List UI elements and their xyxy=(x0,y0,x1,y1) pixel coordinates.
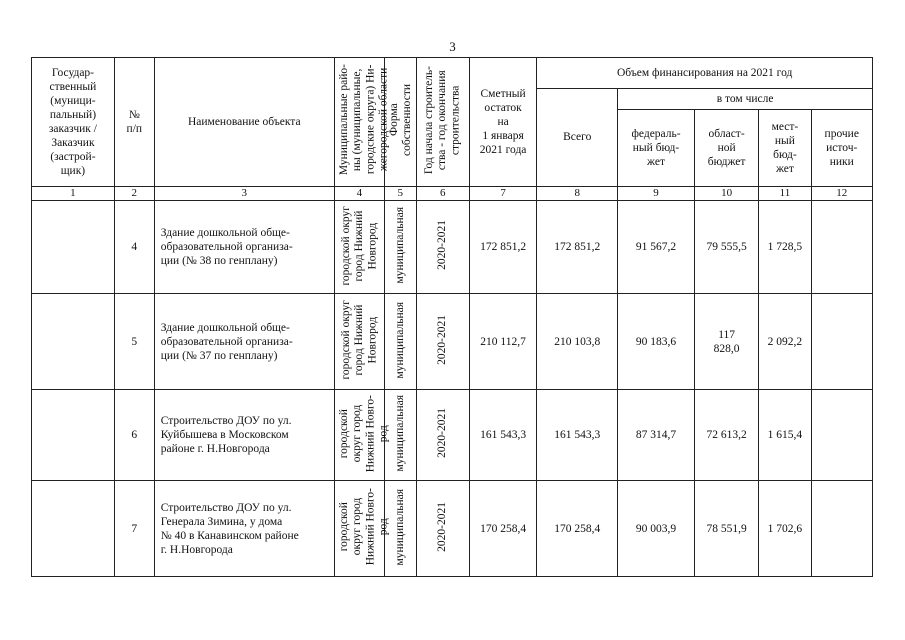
row-years-cell xyxy=(416,390,469,481)
header-estimate: Сметный остаток на 1 января 2021 года xyxy=(469,58,537,187)
header-other: прочие источ- ники xyxy=(811,110,873,187)
row-ownership-cell xyxy=(384,294,416,390)
column-number: 3 xyxy=(154,187,334,201)
row-years-cell xyxy=(416,201,469,294)
row-number: 4 xyxy=(114,201,154,294)
row-other xyxy=(811,390,873,481)
header-number: № п/п xyxy=(114,58,154,187)
row-municipality-cell xyxy=(334,481,390,577)
row-years: 2020-2021 xyxy=(436,220,449,271)
funding-table xyxy=(31,57,873,577)
row-regional: 117 828,0 xyxy=(694,294,758,390)
table-row xyxy=(32,294,873,390)
row-customer xyxy=(32,481,115,577)
row-regional: 78 551,9 xyxy=(694,481,758,577)
column-number: 11 xyxy=(759,187,811,201)
row-regional: 72 613,2 xyxy=(694,390,758,481)
row-federal: 91 567,2 xyxy=(618,201,695,294)
row-number: 6 xyxy=(114,390,154,481)
column-number: 4 xyxy=(334,187,384,201)
header-object-name: Наименование объекта xyxy=(154,58,334,187)
row-local: 1 702,6 xyxy=(759,481,811,577)
row-municipality-cell xyxy=(334,201,384,294)
row-regional: 79 555,5 xyxy=(694,201,758,294)
row-number: 5 xyxy=(114,294,154,390)
row-federal: 87 314,7 xyxy=(618,390,695,481)
column-number: 6 xyxy=(416,187,469,201)
row-other xyxy=(811,201,873,294)
row-other xyxy=(811,481,873,577)
row-municipality: городской округ город Нижний Новго- род xyxy=(337,394,390,473)
header-municipality: Муниципальные райо- ны (муниципальные, городские округа) Ни- жегородской области xyxy=(337,64,390,176)
row-ownership-cell xyxy=(384,201,416,294)
row-ownership: муниципальная xyxy=(393,395,406,472)
row-total: 161 543,3 xyxy=(537,390,618,481)
column-number: 1 xyxy=(32,187,115,201)
header-ownership: Форма собственности xyxy=(387,84,414,156)
row-years: 2020-2021 xyxy=(436,314,449,365)
column-number: 7 xyxy=(469,187,537,201)
row-estimate: 172 851,2 xyxy=(469,201,537,294)
row-ownership: муниципальная xyxy=(393,301,406,379)
header-including: в том числе xyxy=(618,89,873,110)
column-number-row xyxy=(32,187,873,201)
row-local: 2 092,2 xyxy=(759,294,811,390)
column-number: 10 xyxy=(694,187,758,201)
row-total: 172 851,2 xyxy=(537,201,618,294)
row-other xyxy=(811,294,873,390)
column-number: 9 xyxy=(618,187,695,201)
row-municipality: городской округ город Нижний Новгород xyxy=(339,300,378,380)
row-estimate: 210 112,7 xyxy=(469,294,537,390)
column-number: 5 xyxy=(384,187,416,201)
row-object-name: Здание дошкольной обще- образовательной организа- ции (№ 38 по генплану) xyxy=(154,201,334,294)
row-municipality-cell xyxy=(334,390,390,481)
row-estimate: 161 543,3 xyxy=(469,390,537,481)
header-funding: Объем финансирования на 2021 год xyxy=(537,58,873,89)
row-municipality-cell xyxy=(334,294,384,390)
row-object-name: Строительство ДОУ по ул. Куйбышева в Московском районе г. Н.Новгорода xyxy=(154,390,334,481)
row-years-cell xyxy=(416,481,469,577)
header-years-cell xyxy=(416,58,469,187)
row-years-cell xyxy=(416,294,469,390)
header-regional: област- ной бюджет xyxy=(694,110,758,187)
row-years: 2020-2021 xyxy=(436,501,449,552)
table-row xyxy=(32,201,873,294)
header-municipality-cell xyxy=(334,58,390,187)
row-total: 210 103,8 xyxy=(537,294,618,390)
header-total: Всего xyxy=(537,89,618,187)
row-ownership: муниципальная xyxy=(393,207,406,284)
row-federal: 90 183,6 xyxy=(618,294,695,390)
header-federal: федераль- ный бюд- жет xyxy=(618,110,695,187)
row-total: 170 258,4 xyxy=(537,481,618,577)
table-row xyxy=(32,390,873,481)
row-local: 1 728,5 xyxy=(759,201,811,294)
row-object-name: Здание дошкольной обще- образовательной организа- ции (№ 37 по генплану) xyxy=(154,294,334,390)
column-number: 12 xyxy=(811,187,873,201)
row-customer xyxy=(32,390,115,481)
column-number: 2 xyxy=(114,187,154,201)
row-municipality: городской округ город Нижний Новго- род xyxy=(337,488,390,566)
header-local: мест- ный бюд- жет xyxy=(759,110,811,187)
row-ownership: муниципальная xyxy=(393,488,406,566)
header-row-1 xyxy=(32,58,873,89)
table-row xyxy=(32,481,873,577)
row-municipality: городской округ город Нижний Новгород xyxy=(339,205,378,286)
row-customer xyxy=(32,201,115,294)
header-customer: Государ- ственный (муници- пальный) заказчик / Заказчик (застрой- щик) xyxy=(32,58,115,187)
column-number: 8 xyxy=(537,187,618,201)
row-customer xyxy=(32,294,115,390)
row-estimate: 170 258,4 xyxy=(469,481,537,577)
row-number: 7 xyxy=(114,481,154,577)
row-federal: 90 003,9 xyxy=(618,481,695,577)
header-years: Год начала строитель- ства - год окончания строительства xyxy=(422,65,462,175)
row-object-name: Строительство ДОУ по ул. Генерала Зимина, у дома № 40 в Канавинском районе г. Н.Новгорода xyxy=(154,481,334,577)
page-number: 3 xyxy=(449,39,456,54)
row-years: 2020-2021 xyxy=(436,408,449,459)
row-local: 1 615,4 xyxy=(759,390,811,481)
